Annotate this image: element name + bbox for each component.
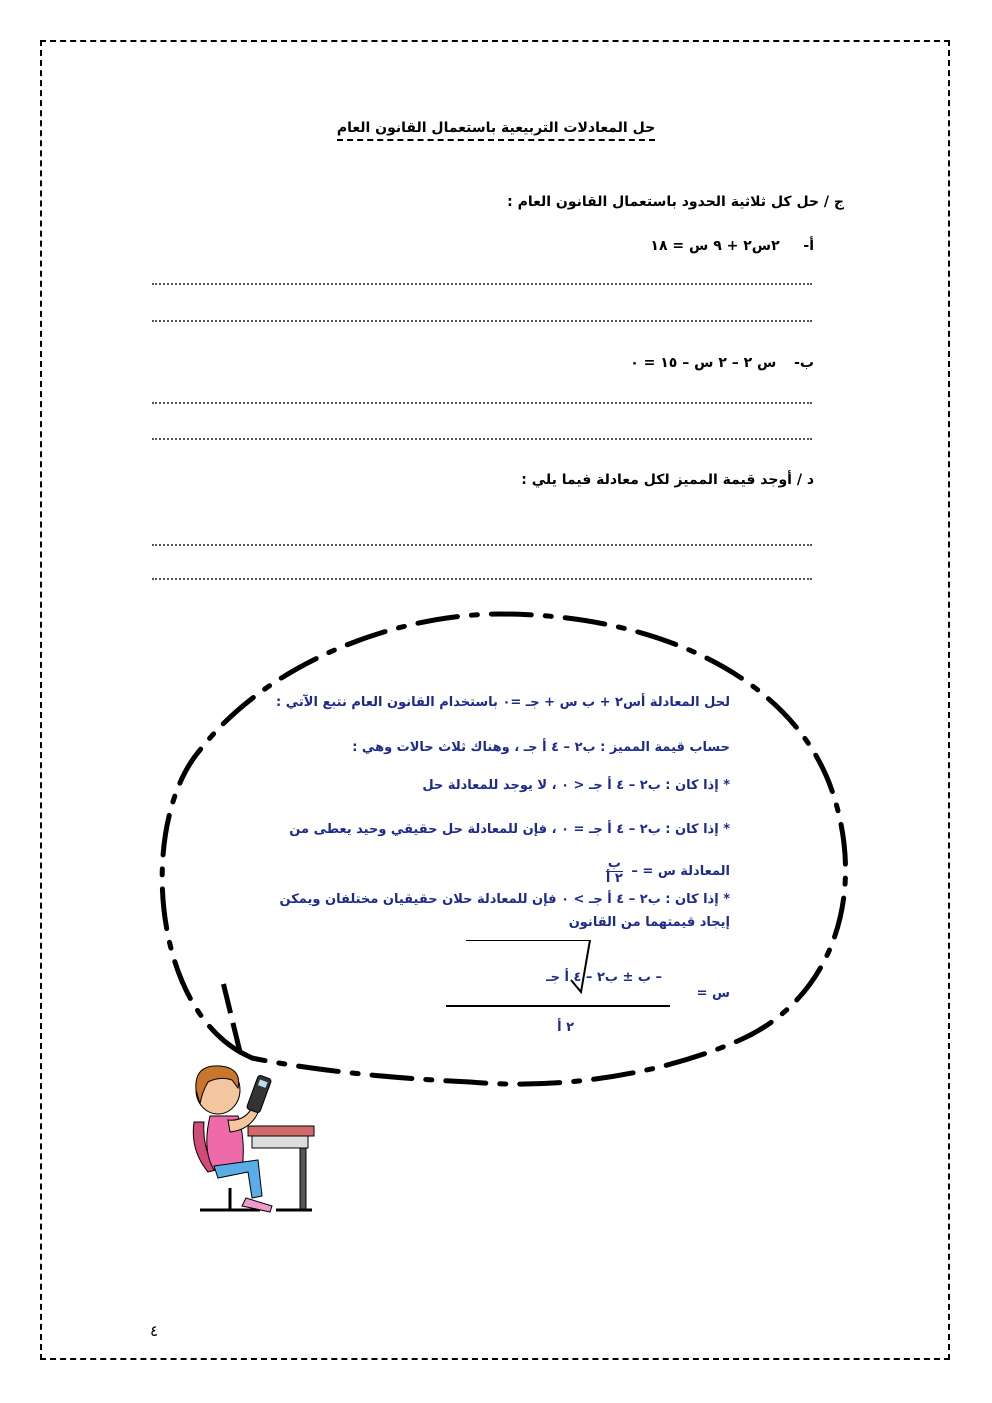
girl-with-calculator-illustration — [180, 1060, 320, 1225]
item-a-label: أ- — [803, 238, 814, 254]
answer-line — [152, 402, 812, 404]
answer-line — [152, 283, 812, 285]
page-number: ٤ — [150, 1322, 159, 1340]
item-b — [630, 355, 814, 371]
answer-line — [152, 578, 812, 580]
bubble-case-3-b: إيجاد قيمتهما من القانون — [568, 915, 730, 930]
case-2-lhs: المعادلة س = – — [631, 864, 730, 879]
page-title: حل المعادلات التربيعية باستعمال القانون العام — [0, 120, 992, 136]
answer-line — [152, 438, 812, 440]
bubble-case-3: * إذا كان : ب٢ – ٤ أ جـ > ٠ فإن للمعادلة حلان حقيقيان مختلفان ويمكن — [279, 892, 730, 907]
item-b-label: ب- — [794, 355, 814, 371]
section-d-heading: د / أوجد قيمة المميز لكل معادلة فيما يلي : — [521, 472, 814, 488]
formula-lines — [444, 940, 674, 1010]
formula-lhs: س = — [696, 986, 730, 1001]
section-c-heading: ج / حل كل ثلاثية الحدود باستعمال القانون العام : — [507, 194, 844, 210]
bubble-line-1: لحل المعادلة أس٢ + ب س + جـ =٠ باستخدام القانون العام نتبع الآتي : — [276, 695, 730, 710]
item-b-equation: س ٢ – ٢ س – ١٥ = ٠ — [630, 355, 777, 371]
fraction-denominator: ٢ أ — [605, 871, 623, 886]
bubble-case-2-formula — [606, 857, 730, 886]
formula-numerator: – ب ± ب٢ – ٤ أ جـ — [546, 970, 662, 985]
fraction — [606, 857, 623, 886]
bubble-case-1: * إذا كان : ب٢ – ٤ أ جـ < ٠ ، لا يوجد للمعادلة حل — [422, 778, 730, 793]
item-a — [650, 238, 814, 254]
formula-denominator: ٢ أ — [557, 1020, 574, 1035]
fraction-numerator: ب — [607, 856, 621, 871]
bubble-line-2: حساب قيمة المميز : ب٢ – ٤ أ جـ ، وهناك ثلاث حالات وهي : — [352, 740, 730, 755]
bubble-case-2: * إذا كان : ب٢ – ٤ أ جـ = ٠ ، فإن للمعادلة حل حقيقي وحيد يعطى من — [289, 822, 730, 837]
answer-line — [152, 544, 812, 546]
item-a-equation: ٢س٢ + ٩ س = ١٨ — [650, 238, 780, 254]
answer-line — [152, 320, 812, 322]
speech-bubble — [140, 600, 860, 1100]
